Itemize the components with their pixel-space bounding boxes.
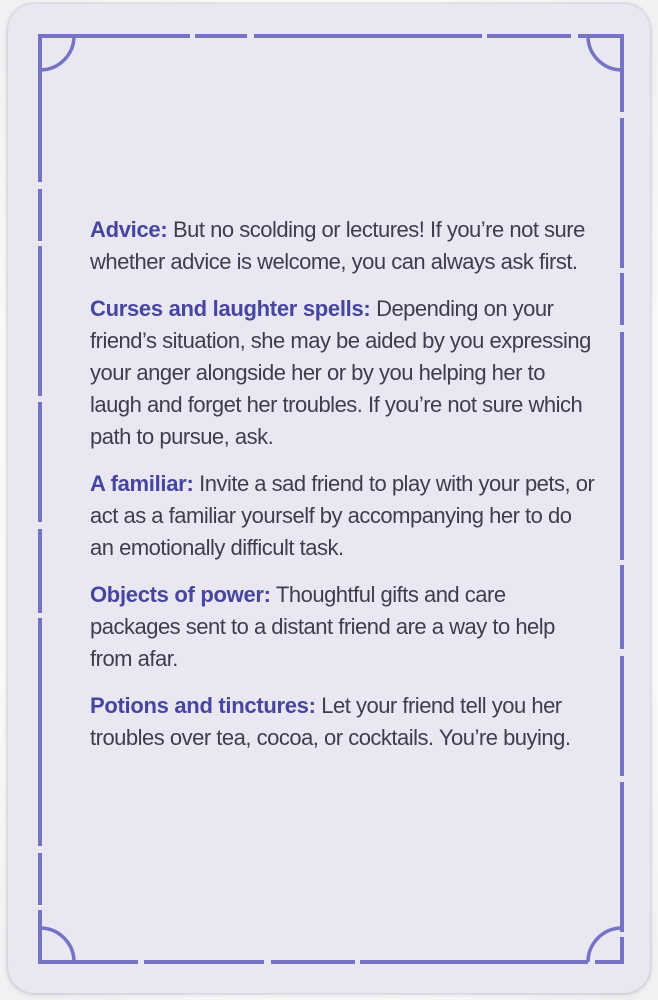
corner-arc-top-left-icon [40, 36, 74, 70]
card-paragraph-potions-and-tinctures [90, 690, 595, 754]
corner-arc-bottom-right-icon [588, 928, 622, 962]
paragraph-text: But no scolding or lectures! If you’re not sure whether advice is welcome, you can always ask first. [90, 217, 585, 274]
paragraph-label: Advice: [90, 217, 168, 242]
corner-arc-top-right-icon [588, 36, 622, 70]
card-paragraph-a-familiar [90, 468, 595, 564]
card-paragraph-curses-and-laughter-spells [90, 293, 595, 453]
paragraph-label: Potions and tinctures: [90, 693, 316, 718]
paragraph-label: A familiar: [90, 471, 194, 496]
paragraph-text: Let your friend tell you her troubles over tea, cocoa, or cocktails. You’re buying. [90, 693, 571, 750]
card-paragraph-advice [90, 214, 595, 278]
paragraph-text: Invite a sad friend to play with your pets, or act as a familiar yourself by accompanying her to do an emotionally difficult task. [90, 471, 595, 560]
paragraph-label: Objects of power: [90, 582, 271, 607]
paragraph-label: Curses and laughter spells: [90, 296, 371, 321]
paragraph-text: Depending on your friend’s situation, she may be aided by you expressing your anger alongside her or by you helping her to laugh and forget her troubles. If you’re not sure which path to pursue, ask. [90, 296, 591, 449]
paragraph-text: Thoughtful gifts and care packages sent to a distant friend are a way to help from afar. [90, 582, 555, 671]
advice-card [8, 4, 650, 993]
card-paragraph-objects-of-power [90, 579, 595, 675]
corner-arc-bottom-left-icon [40, 928, 74, 962]
card-text-block [90, 214, 595, 769]
